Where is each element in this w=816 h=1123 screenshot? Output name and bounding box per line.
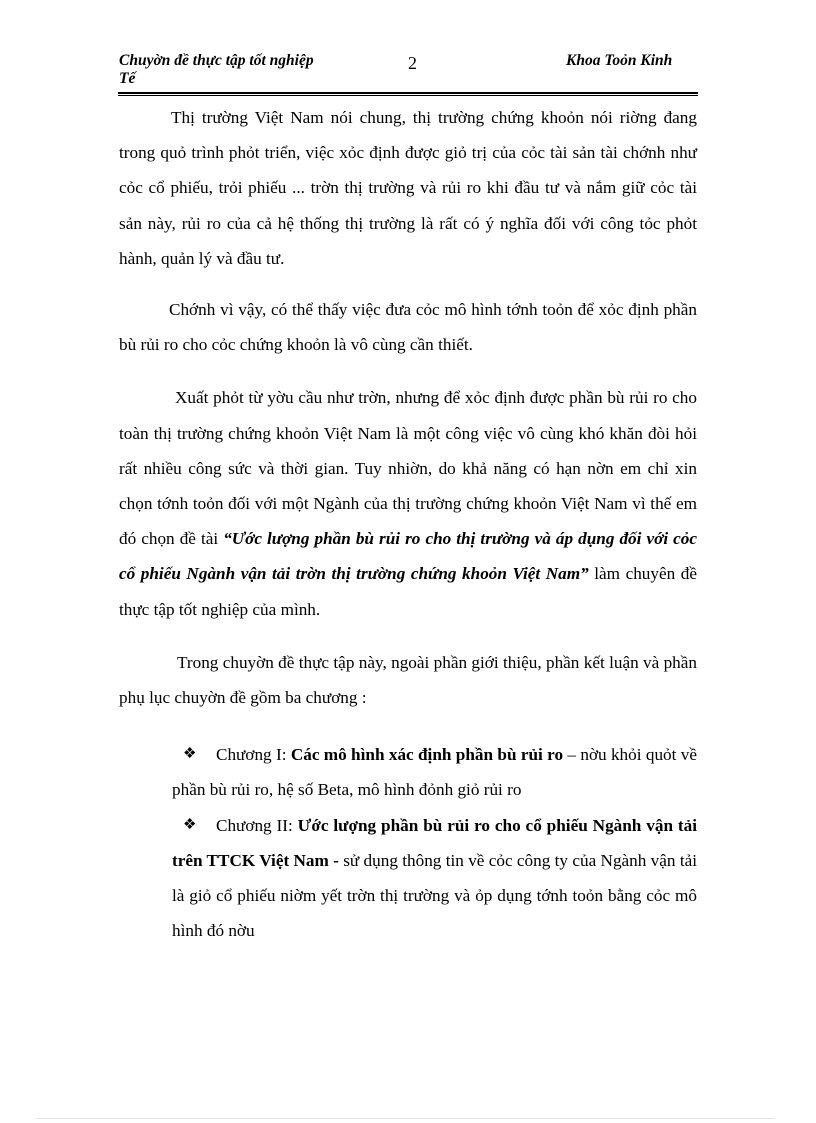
chapter-description: sử dụng thông tin về cỏc công ty của Ngành vận tải là giỏ cổ phiếu niờm yết trờn thị trường và ỏp dụng tớnh toỏn bằng cỏc mô hình đó nờu <box>172 850 697 941</box>
chapter-list <box>119 737 697 948</box>
list-item <box>119 808 697 949</box>
document-body <box>119 97 697 948</box>
header-left-title <box>119 52 349 88</box>
header-left-line1: Chuyờn đề thực tập tốt nghiệp <box>119 52 314 69</box>
diamond-bullet-icon: ❖ <box>183 746 197 763</box>
page-bottom-edge <box>35 1118 775 1119</box>
thesis-title: “Ước lượng phần bù rủi ro cho thị trường và áp dụng đối với cỏc cổ phiếu Ngành vận tải trờn thị trường chứng khoỏn Việt Nam” <box>119 529 697 584</box>
chapter-title: Ước lượng phần bù rủi ro cho cổ phiếu Ngành vận tải trên TTCK Việt Nam - <box>172 815 697 870</box>
paragraph-1: Thị trường Việt Nam nói chung, thị trường chứng khoỏn nói riờng đang trong quỏ trình phỏt triển, việc xỏc định được giỏ trị của cỏc tài sản tài chớnh như cỏc cổ phiếu, trỏi phiếu ... trờn thị trường và rủi ro khi đầu tư và nắm giữ cỏc tài sản này, rủi ro của cả hệ thống thị trường là rất có ý nghĩa đối với công tỏc phỏt hành, quản lý và đầu tư. <box>119 108 697 268</box>
paragraph-3 <box>119 380 697 626</box>
diamond-bullet-icon: ❖ <box>183 816 197 833</box>
header-left-line2: Tế <box>119 70 136 87</box>
list-item <box>119 737 697 807</box>
header-right-title: Khoa Toỏn Kinh <box>566 52 673 69</box>
header-rule <box>118 92 698 94</box>
chapter-label: Chương I: <box>216 745 291 765</box>
header-rule-thin <box>118 95 698 96</box>
chapter-title: Các mô hình xác định phần bù rủi ro <box>290 745 564 765</box>
paragraph-3-text: Xuất phỏt từ yờu cầu như trờn, nhưng để xỏc định được phần bù rủi ro cho toàn thị trường chứng khoỏn Việt Nam là một công việc vô cùng khó khăn đòi hỏi rất nhiều công sức và thời gian. Tuy nhiờn, do khả năng có hạn nờn em chỉ xin chọn tớnh toỏn đối với một Ngành của thị trường chứng khoỏn Việt Nam vì thế em đó chọn đề tài <box>119 388 697 549</box>
paragraph-3-tail: làm chuyên đề thực tập tốt nghiệp của mình. <box>119 564 697 619</box>
paragraph-4: Trong chuyờn đề thực tập này, ngoài phần giới thiệu, phần kết luận và phần phụ lục chuyờn đề gồm ba chương : <box>119 652 697 708</box>
paragraph-2: Chớnh vì vậy, có thể thấy việc đưa cỏc mô hình tớnh toỏn để xỏc định phần bù rủi ro cho cỏc chứng khoỏn là vô cùng cần thiết. <box>119 300 697 355</box>
chapter-label: Chương II: <box>216 815 298 835</box>
page-number: 2 <box>408 53 417 73</box>
page-header <box>0 0 816 110</box>
chapter-description: – nờu khỏi quỏt về phần bù rủi ro, hệ số Beta, mô hình đỏnh giỏ rủi ro <box>172 745 697 800</box>
